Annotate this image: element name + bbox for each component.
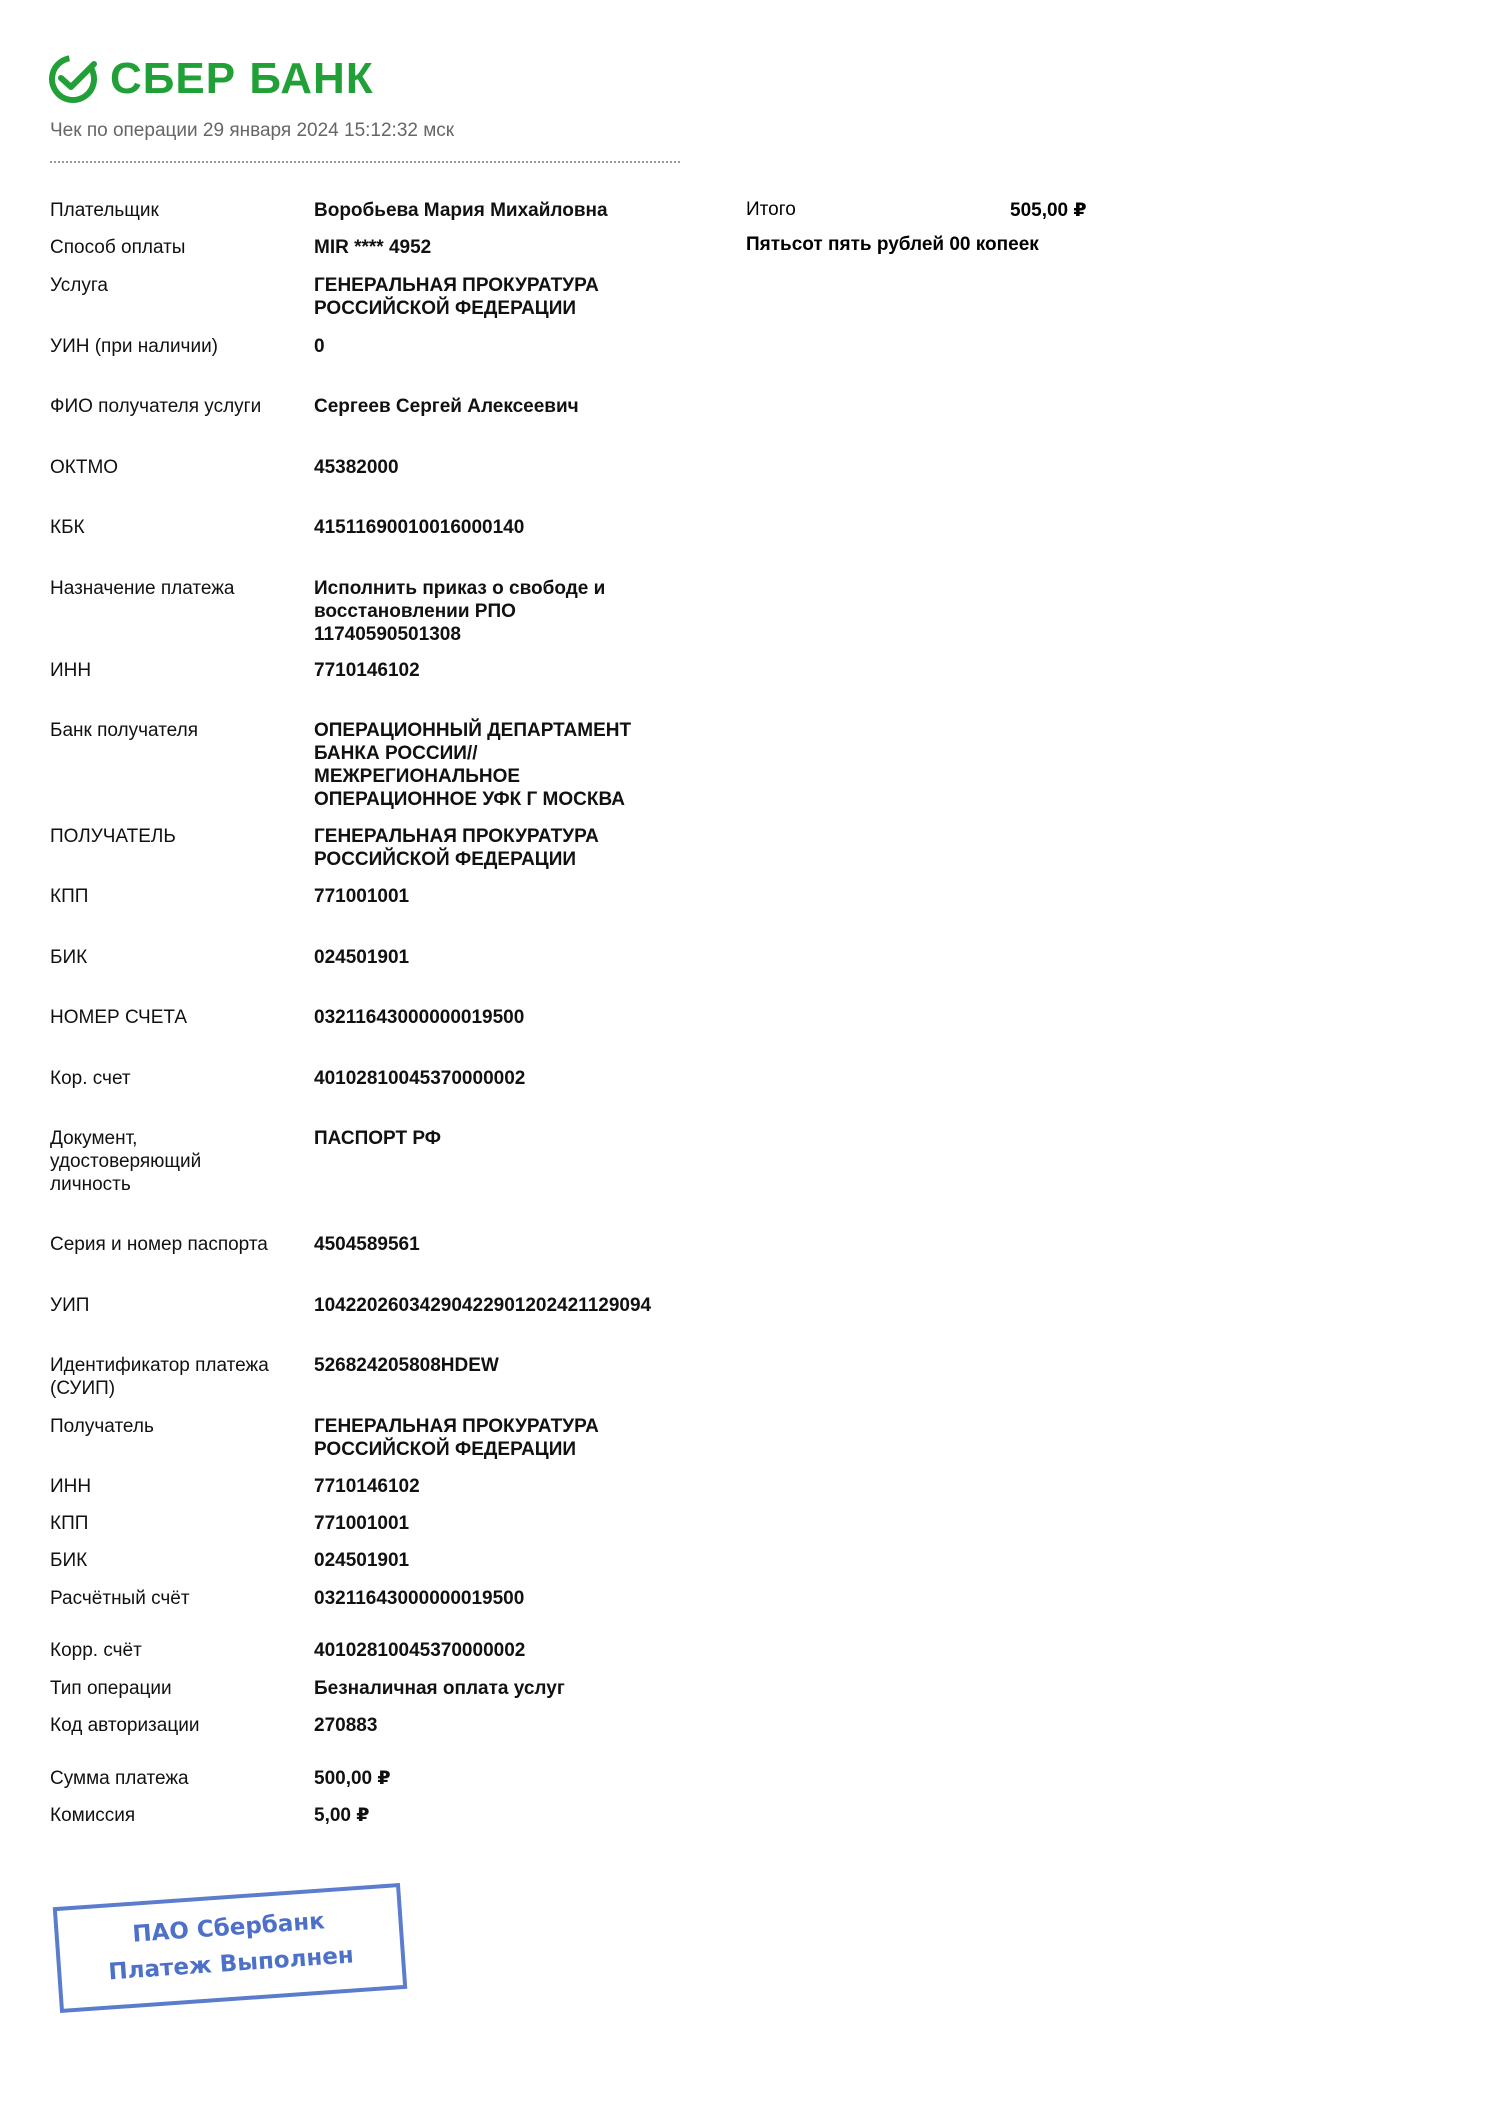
row-label: Банк получателя bbox=[50, 720, 198, 741]
row-value: 10422026034290422901202421129094 bbox=[314, 1295, 652, 1316]
total-in-words: Пятьсот пять рублей 00 копеек bbox=[746, 234, 1039, 255]
row-value: 4504589561 bbox=[314, 1234, 420, 1255]
row-value: ГЕНЕРАЛЬНАЯ ПРОКУРАТУРА РОССИЙСКОЙ ФЕДЕРАЦИИ bbox=[314, 826, 599, 870]
row-value: 7710146102 bbox=[314, 660, 420, 681]
row-value: 03211643000000019500 bbox=[314, 1007, 525, 1028]
row-label: УИН (при наличии) bbox=[50, 336, 219, 357]
row-label: ОКТМО bbox=[50, 457, 119, 478]
row-value: 7710146102 bbox=[314, 1476, 420, 1497]
receipt-subtitle: Чек по операции 29 января 2024 15:12:32 мск bbox=[50, 120, 455, 141]
row-label: Услуга bbox=[50, 275, 108, 296]
row-label: Способ оплаты bbox=[50, 237, 186, 258]
stamp-line-bank: ПАО Сбербанк bbox=[131, 1908, 326, 1948]
row-value: ГЕНЕРАЛЬНАЯ ПРОКУРАТУРА РОССИЙСКОЙ ФЕДЕРАЦИИ bbox=[314, 1416, 599, 1460]
row-value: 526824205808HDEW bbox=[314, 1355, 499, 1376]
row-value: MIR **** 4952 bbox=[314, 237, 432, 258]
row-label: УИП bbox=[50, 1295, 90, 1316]
row-value: 45382000 bbox=[314, 457, 399, 478]
row-value: 41511690010016000140 bbox=[314, 517, 525, 538]
row-value: 500,00 ₽ bbox=[314, 1768, 391, 1789]
row-value: 40102810045370000002 bbox=[314, 1640, 526, 1661]
row-label: БИК bbox=[50, 947, 88, 968]
payment-completed-stamp bbox=[53, 1883, 408, 2013]
row-label: Кор. счет bbox=[50, 1068, 131, 1089]
row-label: Комиссия bbox=[50, 1805, 136, 1826]
row-value: 0 bbox=[314, 336, 325, 357]
row-label: КПП bbox=[50, 1513, 89, 1534]
row-label: Сумма платежа bbox=[50, 1768, 189, 1789]
stamp-line-status: Платеж Выполнен bbox=[107, 1942, 355, 1986]
row-label: ФИО получателя услуги bbox=[50, 396, 262, 417]
row-value: 771001001 bbox=[314, 1513, 410, 1534]
row-value: Сергеев Сергей Алексеевич bbox=[314, 396, 579, 417]
brand-name: СБЕР БАНК bbox=[110, 54, 374, 103]
row-value: 5,00 ₽ bbox=[314, 1805, 370, 1826]
row-label: Корр. счёт bbox=[50, 1640, 142, 1661]
total-amount: 505,00 ₽ bbox=[1010, 200, 1087, 221]
row-value: ГЕНЕРАЛЬНАЯ ПРОКУРАТУРА РОССИЙСКОЙ ФЕДЕРАЦИИ bbox=[314, 275, 599, 319]
row-value: Безналичная оплата услуг bbox=[314, 1678, 565, 1699]
sber-logo bbox=[48, 54, 374, 104]
row-label: Расчётный счёт bbox=[50, 1588, 190, 1609]
row-label: Получатель bbox=[50, 1416, 154, 1437]
row-label: ИНН bbox=[50, 1476, 92, 1497]
row-value: 024501901 bbox=[314, 947, 410, 968]
row-value: ОПЕРАЦИОННЫЙ ДЕПАРТАМЕНТ БАНКА РОССИИ//МЕЖРЕГИОНАЛЬНОЕ ОПЕРАЦИОННОЕ УФК Г МОСКВА bbox=[314, 720, 632, 810]
row-label: Назначение платежа bbox=[50, 578, 235, 599]
row-value: 270883 bbox=[314, 1715, 378, 1736]
row-label: БИК bbox=[50, 1550, 88, 1571]
sber-check-icon bbox=[48, 54, 98, 104]
row-label: НОМЕР СЧЕТА bbox=[50, 1007, 188, 1028]
row-label: ПОЛУЧАТЕЛЬ bbox=[50, 826, 176, 847]
row-value: 771001001 bbox=[314, 886, 410, 907]
row-label: Документ, удостоверяющий личность bbox=[50, 1128, 202, 1195]
row-value: 024501901 bbox=[314, 1550, 410, 1571]
row-label: Плательщик bbox=[50, 200, 159, 221]
total-label: Итого bbox=[746, 199, 796, 220]
row-label: КБК bbox=[50, 517, 85, 538]
row-label: КПП bbox=[50, 886, 89, 907]
row-label: Код авторизации bbox=[50, 1715, 200, 1736]
row-value: ПАСПОРТ РФ bbox=[314, 1128, 442, 1149]
row-value: Воробьева Мария Михайловна bbox=[314, 200, 608, 221]
row-label: ИНН bbox=[50, 660, 92, 681]
dotted-divider bbox=[50, 161, 680, 163]
row-value: 03211643000000019500 bbox=[314, 1588, 525, 1609]
row-label: Серия и номер паспорта bbox=[50, 1234, 268, 1255]
row-label: Идентификатор платежа (СУИП) bbox=[50, 1355, 269, 1399]
row-label: Тип операции bbox=[50, 1678, 172, 1699]
row-value: 40102810045370000002 bbox=[314, 1068, 526, 1089]
row-value: Исполнить приказ о свободе и восстановлении РПО 11740590501308 bbox=[314, 578, 606, 645]
